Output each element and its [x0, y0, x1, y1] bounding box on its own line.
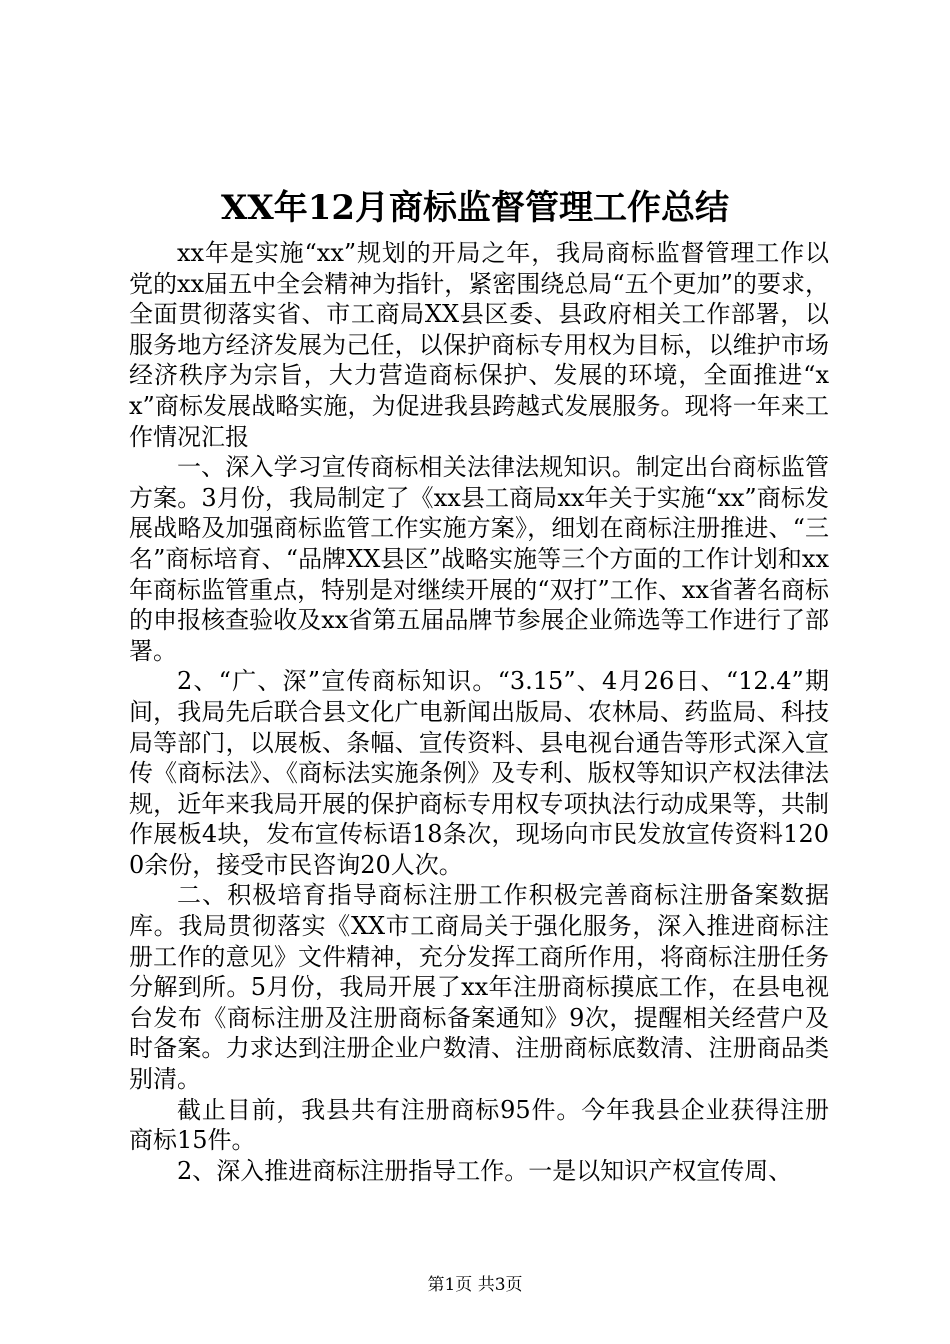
document-body: [129, 238, 829, 1186]
paragraph-section-2: 二、积极培育指导商标注册工作积极完善商标注册备案数据库。我局贯彻落实《XX市工商局关于强化服务，深入推进商标注册工作的意见》文件精神，充分发挥工商所作用，将商标注册任务分解到所。5月份，我局开展了xx年注册商标摸底工作，在县电视台发布《商标注册及注册商标备案通知》9次，提醒相关经营户及时备案。力求达到注册企业户数清、注册商标底数清、注册商品类别清。: [129, 881, 829, 1094]
page-footer: 第1页 共3页: [427, 1275, 523, 1295]
paragraph-intro: xx年是实施“xx”规划的开局之年，我局商标监督管理工作以党的xx届五中全会精神为指针，紧密围绕总局“五个更加”的要求，全面贯彻落实省、市工商局XX县区委、县政府相关工作部署，以服务地方经济发展为己任，以保护商标专用权为目标，以维护市场经济秩序为宗旨，大力营造商标保护、发展的环境，全面推进“xx”商标发展战略实施，为促进我县跨越式发展服务。现将一年来工作情况汇报: [129, 239, 829, 451]
paragraph-section-2-item-2: 2、深入推进商标注册指导工作。一是以知识产权宣传周、: [177, 1156, 793, 1185]
paragraph-section-1: 一、深入学习宣传商标相关法律法规知识。制定出台商标监管方案。3月份，我局制定了《xx县工商局xx年关于实施“xx”商标发展战略及加强商标监管工作实施方案》，细划在商标注册推进、“三名”商标培育、“品牌XX县区”战略实施等三个方面的工作计划和xx年商标监管重点，特别是对继续开展的“双打”工作、xx省著名商标的申报核查验收及xx省第五届品牌节参展企业筛选等工作进行了部署。: [129, 453, 829, 665]
document-title: XX年12月商标监督管理工作总结: [220, 188, 730, 228]
paragraph-section-1-item-2: 2、“广、深”宣传商标知识。“3.15”、4月26日、“12.4”期间，我局先后联合县文化广电新闻出版局、农林局、药监局、科技局等部门，以展板、条幅、宣传资料、县电视台通告等形式深入宣传《商标法》、《商标法实施条例》及专利、版权等知识产权法律法规，近年来我局开展的保护商标专用权专项执法行动成果等，共制作展板4块，发布宣传标语18条次，现场向市民发放宣传资料1200余份，接受市民咨询20人次。: [129, 667, 829, 879]
paragraph-trademark-count: 截止目前，我县共有注册商标95件。今年我县企业获得注册商标15件。: [129, 1095, 829, 1155]
